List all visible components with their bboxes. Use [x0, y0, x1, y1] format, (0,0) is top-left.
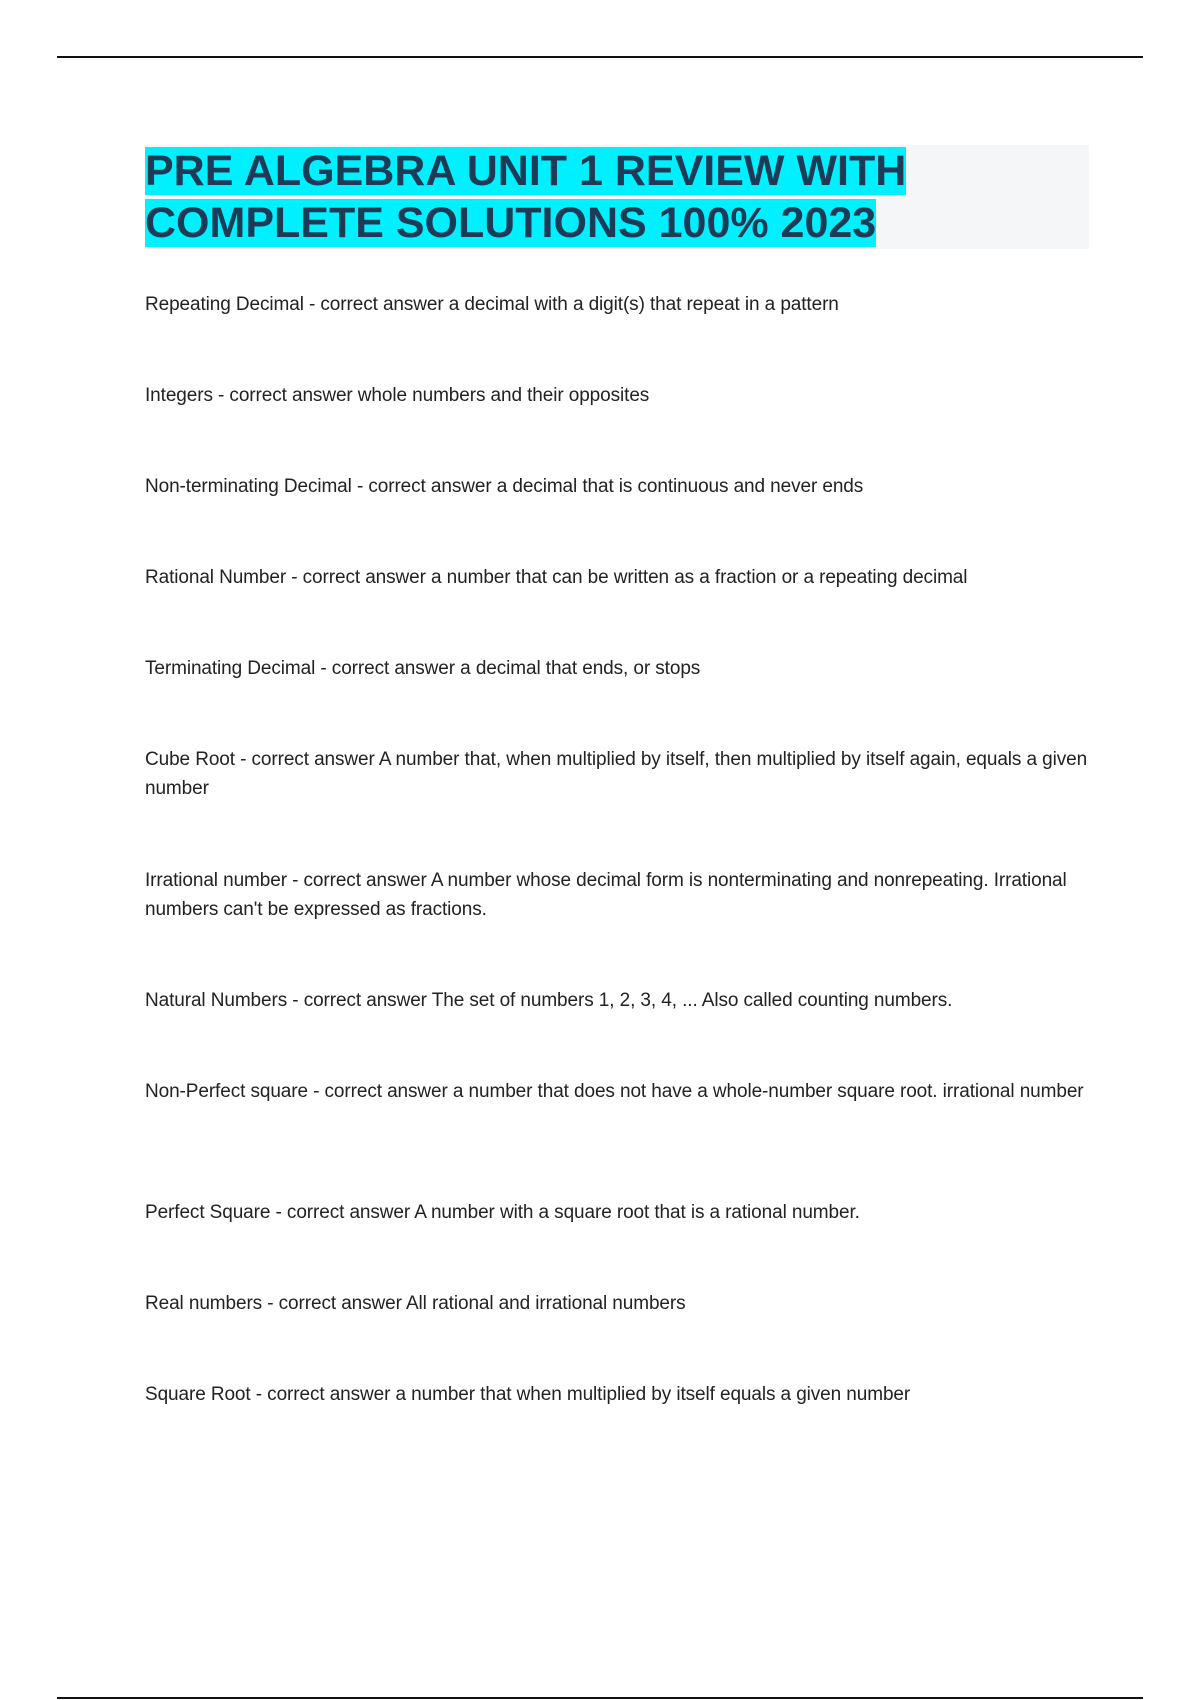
title-line-1: PRE ALGEBRA UNIT 1 REVIEW WITH [145, 147, 907, 195]
entry-perfect-square: Perfect Square - correct answer A number with a square root that is a rational number. [145, 1202, 860, 1223]
entry-real-numbers: Real numbers - correct answer All rational and irrational numbers [145, 1293, 686, 1314]
entry-non-terminating-decimal: Non-terminating Decimal - correct answer a decimal that is continuous and never ends [145, 476, 864, 497]
entry-cube-root: Cube Root - correct answer A number that, when multiplied by itself, then multiplied by itself again, equals a given number [145, 749, 1088, 799]
entry-non-perfect-square: Non-Perfect square - correct answer a number that does not have a whole-number square root. irrational number [145, 1081, 1084, 1102]
bottom-rule [57, 1697, 1143, 1699]
page-title [145, 145, 1089, 249]
entry-integers: Integers - correct answer whole numbers and their opposites [145, 385, 650, 406]
entry-terminating-decimal: Terminating Decimal - correct answer a decimal that ends, or stops [145, 658, 701, 679]
title-line-2: COMPLETE SOLUTIONS 100% 2023 [145, 199, 877, 247]
entry-square-root: Square Root - correct answer a number that when multiplied by itself equals a given number [145, 1384, 911, 1405]
top-rule [57, 56, 1143, 58]
entry-rational-number: Rational Number - correct answer a number that can be written as a fraction or a repeating decimal [145, 567, 968, 588]
entry-natural-numbers: Natural Numbers - correct answer The set of numbers 1, 2, 3, 4, ... Also called counting numbers. [145, 990, 953, 1011]
title-block [145, 145, 1089, 249]
entry-irrational-number: Irrational number - correct answer A number whose decimal form is nonterminating and nonrepeating. Irrational numbers can't be expressed as fractions. [145, 870, 1067, 920]
entry-repeating-decimal: Repeating Decimal - correct answer a decimal with a digit(s) that repeat in a pattern [145, 294, 839, 315]
